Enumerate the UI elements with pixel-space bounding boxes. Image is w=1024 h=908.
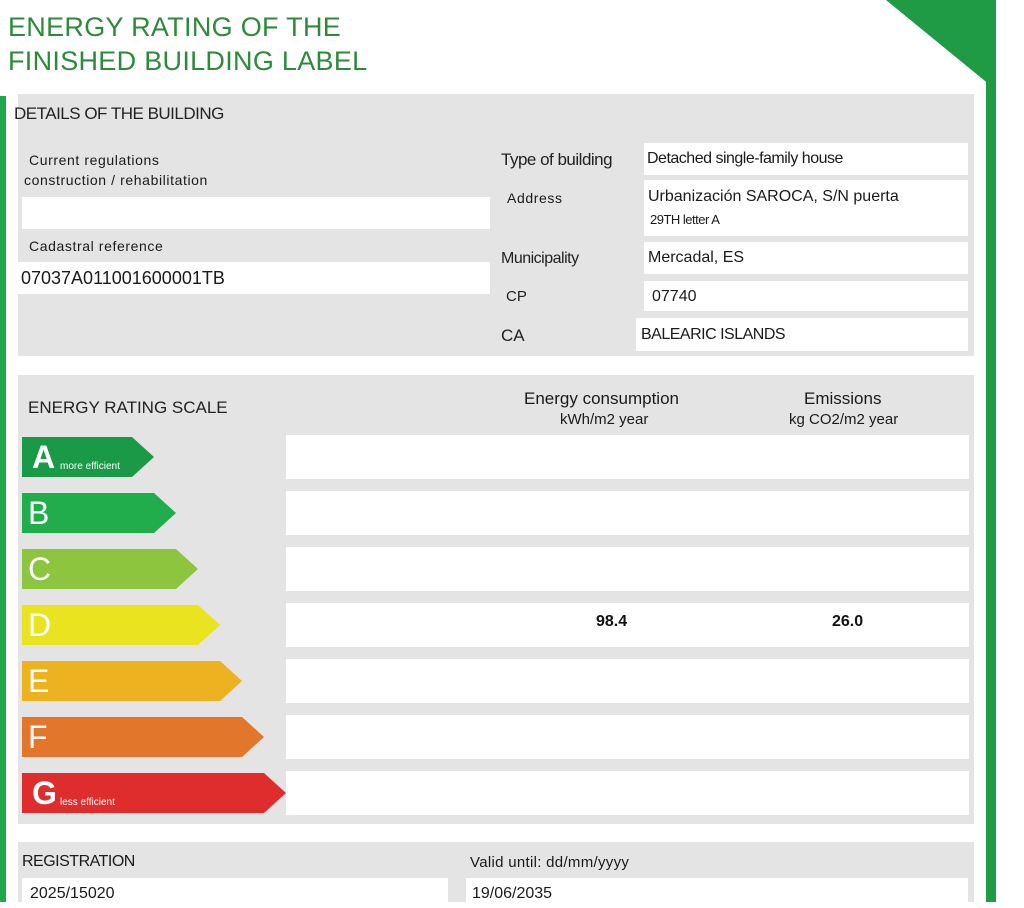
rating-row-b <box>286 491 969 535</box>
regulations-label-2: construction / rehabilitation <box>24 172 208 188</box>
class-arrow-c <box>22 549 198 589</box>
left-border <box>0 96 6 902</box>
registration-label: REGISTRATION <box>22 853 135 870</box>
title-line-1: ENERGY RATING OF THE <box>8 12 342 42</box>
ca-field <box>636 318 968 351</box>
rating-row-d <box>286 603 969 647</box>
cp-field <box>644 281 968 311</box>
ca-label: CA <box>501 326 525 345</box>
class-letter: F <box>28 719 48 755</box>
type-field <box>644 143 968 175</box>
class-arrow-g <box>22 773 286 813</box>
rating-row-c <box>286 547 969 591</box>
class-arrow-a <box>22 437 154 477</box>
cadastral-value: 07037A011001600001TB <box>21 268 225 288</box>
municipality-field <box>644 242 968 274</box>
page-title <box>8 10 368 78</box>
class-note: more efficient <box>60 461 120 472</box>
valid-until-field <box>466 878 968 908</box>
type-value: Detached single-family house <box>647 150 843 167</box>
regulations-label-1: Current regulations <box>29 152 160 168</box>
class-note: less efficient <box>60 797 115 808</box>
class-arrow-d <box>22 605 220 645</box>
rating-row-g <box>286 771 969 815</box>
class-letter: C <box>28 551 52 587</box>
cadastral-field <box>18 262 490 294</box>
cp-value: 07740 <box>652 288 697 305</box>
rating-row-a <box>286 435 969 479</box>
consumption-value: 98.4 <box>596 613 628 630</box>
title-line-2: FINISHED BUILDING LABEL <box>8 46 368 76</box>
consumption-header: Energy consumption <box>524 389 679 408</box>
registration-field <box>22 878 448 908</box>
right-border <box>986 0 996 902</box>
type-label: Type of building <box>501 150 613 169</box>
ca-value: BALEARIC ISLANDS <box>641 326 786 343</box>
valid-until-value: 19/06/2035 <box>472 885 553 902</box>
class-letter: A <box>32 439 56 475</box>
rating-row-e <box>286 659 969 703</box>
consumption-unit: kWh/m2 year <box>560 411 649 428</box>
class-arrow-f <box>22 717 264 757</box>
details-section-title: DETAILS OF THE BUILDING <box>14 104 224 123</box>
valid-until-label: Valid until: dd/mm/yyyy <box>470 854 630 871</box>
cp-label: CP <box>506 288 527 305</box>
class-letter: G <box>32 775 57 811</box>
class-arrow-b <box>22 493 176 533</box>
class-letter: B <box>28 495 50 531</box>
cadastral-label: Cadastral reference <box>29 238 164 254</box>
rating-row-f <box>286 715 969 759</box>
municipality-value: Mercadal, ES <box>648 249 745 266</box>
address-field <box>644 180 968 236</box>
emissions-value: 26.0 <box>832 613 864 630</box>
address-value-2: 29TH letter A <box>650 212 720 227</box>
class-letter: E <box>28 663 50 699</box>
regulations-field <box>22 197 490 229</box>
rating-scale-title: ENERGY RATING SCALE <box>28 398 228 417</box>
registration-value: 2025/15020 <box>30 885 115 902</box>
municipality-label: Municipality <box>501 250 579 267</box>
class-arrow-e <box>22 661 242 701</box>
address-label: Address <box>507 190 563 206</box>
emissions-unit: kg CO2/m2 year <box>789 411 899 428</box>
emissions-header: Emissions <box>804 389 882 408</box>
address-value-1: Urbanización SAROCA, S/N puerta <box>648 188 899 205</box>
corner-triangle <box>886 0 996 90</box>
class-letter: D <box>28 607 52 643</box>
